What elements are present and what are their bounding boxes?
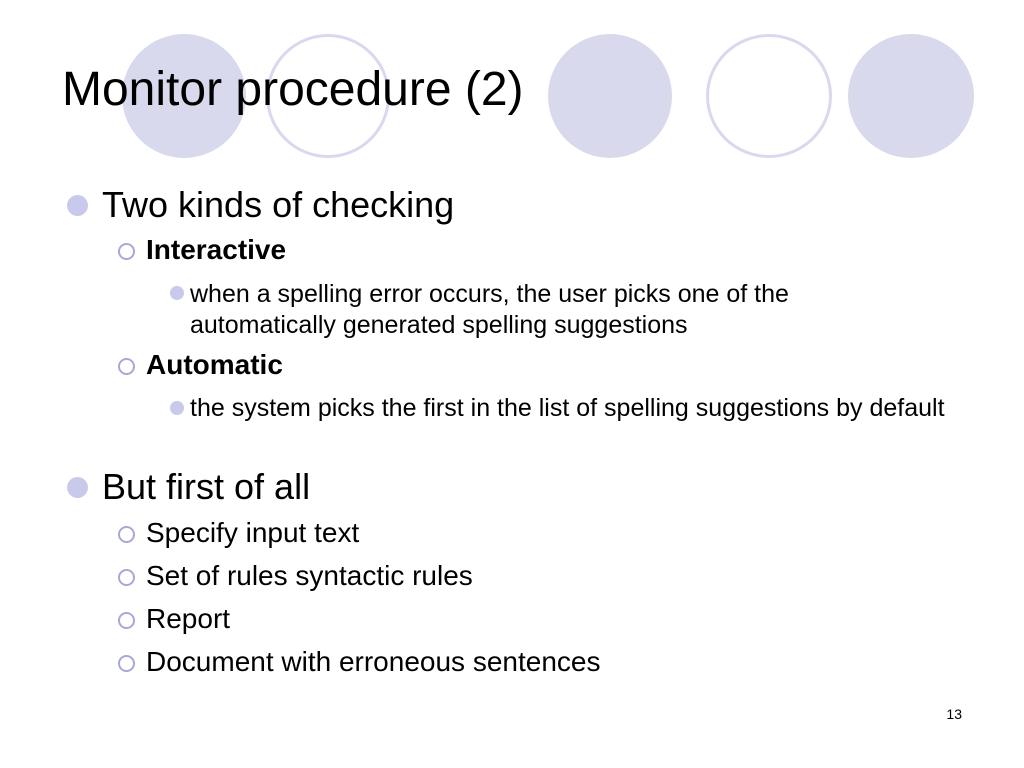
decorative-circle-filled: [548, 34, 672, 158]
bullet-small-filled-icon: [170, 286, 184, 300]
bullet-ring-icon: [118, 655, 135, 672]
bullet-small-filled-icon: [170, 401, 184, 415]
bullet-ring-icon: [118, 358, 135, 375]
bullet-two-kinds: Two kinds of checking: [102, 184, 455, 225]
slide-number: 13: [946, 706, 962, 722]
sub-bullet-report: Report: [146, 603, 231, 634]
bullet-ring-icon: [118, 243, 135, 260]
sub-bullet-interactive-label: Interactive: [146, 234, 287, 265]
decorative-circle-filled: [848, 34, 974, 158]
bullet-filled-icon: [67, 195, 88, 216]
bullet-ring-icon: [118, 569, 135, 586]
sub-bullet-automatic: [146, 349, 283, 381]
sub-sub-bullet-automatic-desc: the system picks the first in the list of spelling suggestions by default: [190, 394, 945, 422]
bullet-but-first: But first of all: [102, 466, 311, 507]
sub-bullet-interactive: [146, 234, 286, 266]
sub-bullet-specify: Specify input text: [146, 517, 360, 548]
decorative-circle-ring: [706, 34, 832, 158]
sub-bullet-automatic-label: Automatic: [146, 349, 283, 380]
sub-bullet-rules: Set of rules syntactic rules: [146, 560, 473, 591]
slide-title: Monitor procedure (2): [62, 63, 524, 116]
sub-bullet-document: Document with erroneous sentences: [146, 646, 601, 677]
bullet-ring-icon: [118, 526, 135, 543]
bullet-filled-icon: [67, 477, 88, 498]
bullet-ring-icon: [118, 612, 135, 629]
sub-sub-bullet-interactive-desc: when a spelling error occurs, the user picks one of the automatically generated spelling suggestions: [190, 280, 789, 339]
